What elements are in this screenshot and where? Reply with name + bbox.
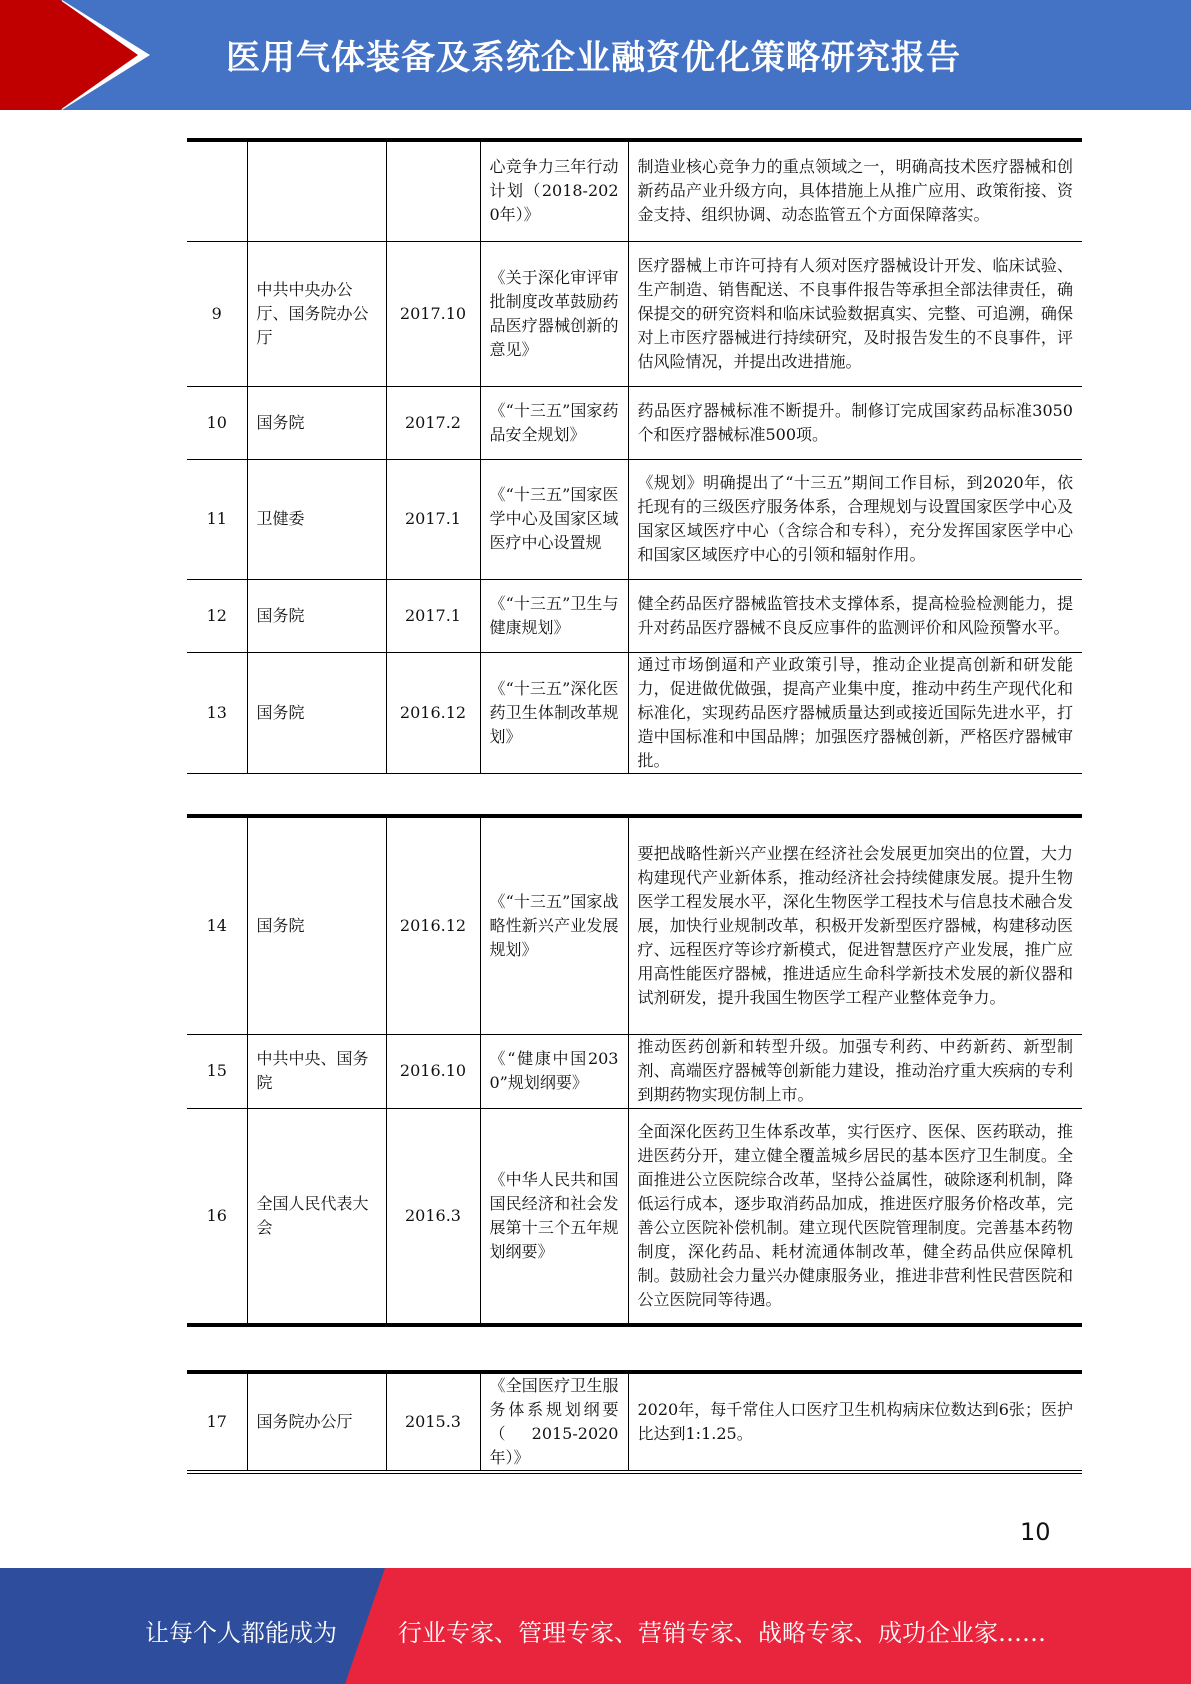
document-name: 《“健康中国2030”规划纲要》 xyxy=(480,1034,628,1108)
issue-date: 2017.10 xyxy=(386,241,480,386)
header-red-chevron xyxy=(60,0,138,110)
issue-date: 2017.2 xyxy=(386,386,480,459)
department: 国务院 xyxy=(247,386,386,459)
policy-content: 健全药品医疗器械监管技术支撑体系，提高检验检测能力，提升对药品医疗器械不良反应事件的监测评价和风险预警水平。 xyxy=(628,579,1082,652)
issue-date: 2016.12 xyxy=(386,652,480,773)
table-row xyxy=(187,241,1082,386)
policy-content: 制造业核心竞争力的重点领域之一，明确高技术医疗器械和创新药品产业升级方向，具体措施上从推广应用、政策衔接、资金支持、组织协调、动态监管五个方面保障落实。 xyxy=(628,140,1082,241)
department: 国务院 xyxy=(247,579,386,652)
document-name: 《关于深化审评审批制度改革鼓励药品医疗器械创新的意见》 xyxy=(480,241,628,386)
document-name: 心竞争力三年行动计划（2018-2020年）》 xyxy=(480,140,628,241)
table-row xyxy=(187,140,1082,241)
issue-date xyxy=(386,140,480,241)
department: 卫健委 xyxy=(247,459,386,579)
policy-content: 《规划》明确提出了“十三五”期间工作目标，到2020年，依托现有的三级医疗服务体系，合理规划与设置国家医学中心及国家区域医疗中心（含综合和专科），充分发挥国家医学中心和国家区域医疗中心的引领和辐射作用。 xyxy=(628,459,1082,579)
header-red-block xyxy=(0,0,60,110)
document-name: 《“十三五”国家药品安全规划》 xyxy=(480,386,628,459)
footer-slogan-right: 行业专家、管理专家、营销专家、战略专家、成功企业家…… xyxy=(398,1619,1046,1647)
policy-content: 2020年，每千常住人口医疗卫生机构病床位数达到6张；医护比达到1:1.25。 xyxy=(628,1372,1082,1472)
policy-table-part-3 xyxy=(187,1370,1082,1474)
document-name: 《“十三五”卫生与健康规划》 xyxy=(480,579,628,652)
department: 国务院 xyxy=(247,652,386,773)
table-row xyxy=(187,652,1082,773)
document-name: 《全国医疗卫生服务体系规划纲要（2015-2020年）》 xyxy=(480,1372,628,1472)
row-number: 10 xyxy=(187,386,247,459)
table-row xyxy=(187,816,1082,1034)
row-number: 11 xyxy=(187,459,247,579)
issue-date: 2015.3 xyxy=(386,1372,480,1472)
row-number: 14 xyxy=(187,816,247,1034)
row-number: 15 xyxy=(187,1034,247,1108)
row-number: 12 xyxy=(187,579,247,652)
row-number: 9 xyxy=(187,241,247,386)
row-number xyxy=(187,140,247,241)
issue-date: 2016.12 xyxy=(386,816,480,1034)
policy-content: 全面深化医药卫生体系改革，实行医疗、医保、医药联动，推进医药分开，建立健全覆盖城乡居民的基本医疗卫生制度。全面推进公立医院综合改革，坚持公益属性，破除逐利机制，降低运行成本，逐步取消药品加成，推进医疗服务价格改革，完善公立医院补偿机制。建立现代医院管理制度。完善基本药物制度，深化药品、耗材流通体制改革，健全药品供应保障机制。鼓励社会力量兴办健康服务业，推进非营利性民营医院和公立医院同等待遇。 xyxy=(628,1108,1082,1325)
row-number: 16 xyxy=(187,1108,247,1325)
issue-date: 2017.1 xyxy=(386,579,480,652)
policy-table-part-1 xyxy=(187,138,1082,774)
row-number: 13 xyxy=(187,652,247,773)
policy-table-part-2 xyxy=(187,814,1082,1327)
department: 国务院 xyxy=(247,816,386,1034)
footer-slogan-left: 让每个人都能成为 xyxy=(145,1619,337,1647)
document-name: 《中华人民共和国国民经济和社会发展第十三个五年规划纲要》 xyxy=(480,1108,628,1325)
document-name: 《“十三五”国家医学中心及国家区域医疗中心设置规 xyxy=(480,459,628,579)
department: 中共中央办公厅、国务院办公厅 xyxy=(247,241,386,386)
table-row xyxy=(187,459,1082,579)
policy-content: 推动医药创新和转型升级。加强专利药、中药新药、新型制剂、高端医疗器械等创新能力建设，推动治疗重大疾病的专利到期药物实现仿制上市。 xyxy=(628,1034,1082,1108)
policy-content: 药品医疗器械标准不断提升。制修订完成国家药品标准3050个和医疗器械标准500项。 xyxy=(628,386,1082,459)
policy-content: 通过市场倒逼和产业政策引导，推动企业提高创新和研发能力，促进做优做强，提高产业集中度，推动中药生产现代化和标准化，实现药品医疗器械质量达到或接近国际先进水平，打造中国标准和中国品牌；加强医疗器械创新，严格医疗器械审批。 xyxy=(628,652,1082,773)
issue-date: 2017.1 xyxy=(386,459,480,579)
department: 国务院办公厅 xyxy=(247,1372,386,1472)
policy-content: 要把战略性新兴产业摆在经济社会发展更加突出的位置，大力构建现代产业新体系，推动经济社会持续健康发展。提升生物医学工程发展水平，深化生物医学工程技术与信息技术融合发展，加快行业规制改革，积极开发新型医疗器械，构建移动医疗、远程医疗等诊疗新模式，促进智慧医疗产业发展，推广应用高性能医疗器械，推进适应生命科学新技术发展的新仪器和试剂研发，提升我国生物医学工程产业整体竞争力。 xyxy=(628,816,1082,1034)
table-row xyxy=(187,1372,1082,1472)
issue-date: 2016.10 xyxy=(386,1034,480,1108)
document-name: 《“十三五”国家战略性新兴产业发展规划》 xyxy=(480,816,628,1034)
document-name: 《“十三五”深化医药卫生体制改革规划》 xyxy=(480,652,628,773)
policy-content: 医疗器械上市许可持有人须对医疗器械设计开发、临床试验、生产制造、销售配送、不良事件报告等承担全部法律责任，确保提交的研究资料和临床试验数据真实、完整、可追溯，确保对上市医疗器械进行持续研究，及时报告发生的不良事件，评估风险情况，并提出改进措施。 xyxy=(628,241,1082,386)
department xyxy=(247,140,386,241)
table-row xyxy=(187,386,1082,459)
table-row xyxy=(187,1108,1082,1325)
page-number: 10 xyxy=(1020,1518,1051,1546)
department: 中共中央、国务院 xyxy=(247,1034,386,1108)
issue-date: 2016.3 xyxy=(386,1108,480,1325)
department: 全国人民代表大会 xyxy=(247,1108,386,1325)
report-title: 医用气体装备及系统企业融资优化策略研究报告 xyxy=(226,38,961,78)
table-row xyxy=(187,1034,1082,1108)
table-row xyxy=(187,579,1082,652)
row-number: 17 xyxy=(187,1372,247,1472)
